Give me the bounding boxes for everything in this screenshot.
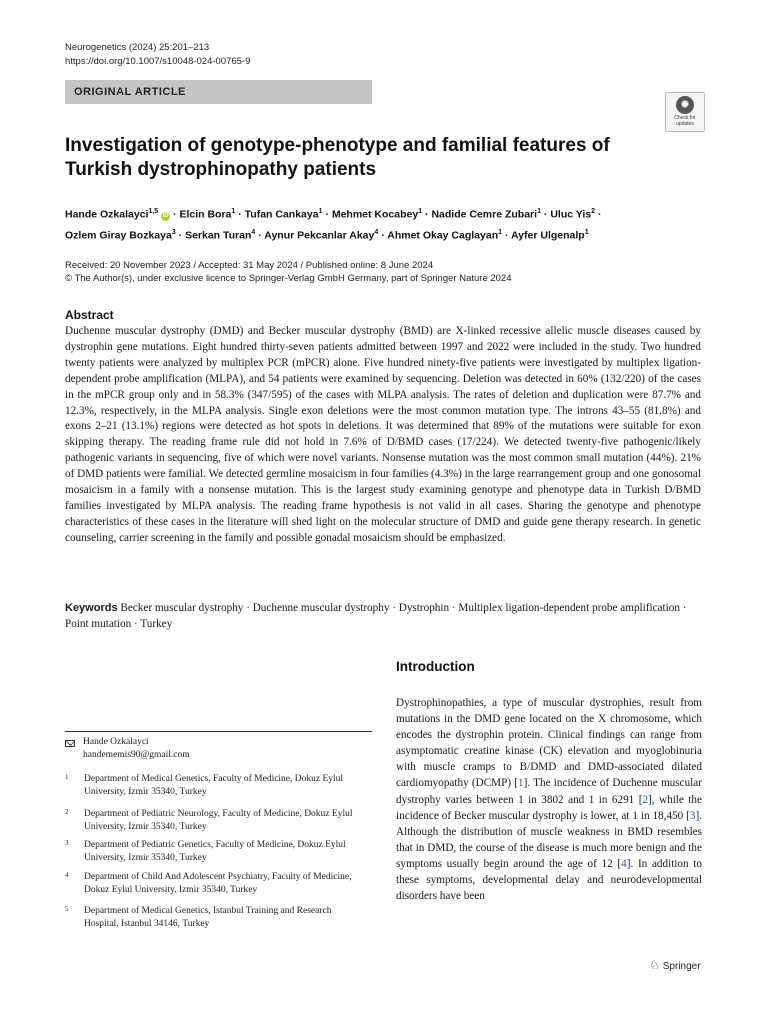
- affiliation-2: [65, 808, 365, 834]
- citation-link[interactable]: 1: [518, 777, 524, 790]
- author-affiliation-marker: 1,5: [148, 208, 159, 215]
- author-separator: ·: [378, 229, 388, 241]
- author-separator: ·: [255, 229, 265, 241]
- affiliation-3: [65, 839, 365, 865]
- author-affiliation-marker: 4: [251, 228, 256, 236]
- author-separator: ·: [170, 208, 180, 221]
- article-type-banner: ORIGINAL ARTICLE: [65, 80, 372, 104]
- author-name: Serkan Turan: [185, 229, 252, 241]
- author-separator: ·: [175, 229, 186, 241]
- badge-line-2: updates: [676, 120, 694, 127]
- author-name: Aynur Pekcanlar Akay: [264, 229, 375, 241]
- check-for-updates-icon: [676, 96, 694, 114]
- author-affiliation-marker: 1: [231, 208, 236, 215]
- affiliation-text: Department of Child And Adolescent Psychiatry, Faculty of Medicine, Dokuz Eylul University, Izmir 35340, Turkey: [84, 872, 352, 895]
- author-affiliation-marker: 1: [584, 228, 589, 236]
- affiliation-number: 4: [65, 871, 69, 879]
- check-for-updates-badge[interactable]: [665, 92, 705, 132]
- corresponding-author: Hande Ozkalayci: [83, 737, 149, 747]
- citation-link[interactable]: 3: [689, 809, 696, 822]
- journal-citation: Neurogenetics (2024) 25:201–213: [65, 42, 210, 53]
- author-name: Elcin Bora: [179, 208, 232, 221]
- author-name: Ozlem Giray Bozkaya: [65, 229, 172, 241]
- affiliation-number: 3: [65, 839, 69, 847]
- affiliation-number: 5: [65, 905, 69, 913]
- abstract-text: Duchenne muscular dystrophy (DMD) and Becker muscular dystrophy (BMD) are X-linked recessive allelic muscle diseases caused by dystrophin gene mutations. Eight hundred thirty-seven patients admitted between 1997 and 2022 were included in the study. Two hundred twenty patients were analyzed by multiplex PCR (mPCR) alone. Five hundred ninety-five patients were investigated by multiplex ligation-dependent probe amplification (MLPA), and 54 patients were examined by sequencing. Deletion was detected in 60% (132/220) of the cases in the mPCR group only and in 58.3% (347/595) of the cases with MLPA analysis. The rates of deletion and duplication were 87.7% and 12.3%, respectively, in the MLPA analysis. Single exon deletions were the most common mutation type. The introns 43–55 (81.8%) and exons 2–21 (13.1%) regions were detected as hot spots in deletions. It was determined that 89% of the mutations were suitable for exon skipping therapy. The reading frame rule did not hold in 7.6% of D/BMD cases (17/224). We detected twenty-five pathogenic/likely pathogenic variants in sequencing, five of which were novel variants. Nonsense mutation was the most common small mutation (44%). 21% of DMD patients were familial. We detected germline mosaicism in four families (4.3%) in the large rearrangement group and one gonosomal mosaicism in a family with a nonsense mutation. This is the largest study examining genotype and phenotype data in Turkish D/BMD families investigated by MLPA analysis. The reading frame hypothesis is not valid in all cases. Sharing the genotype and phenotype characteristics of these cases in the literature will shed light on the molecular structure of DMD and guide gene therapy research. In genetic counseling, carrier screening in the family and possible gonadal mosaicism should be emphasized.: [65, 325, 701, 544]
- affiliation-1: [65, 773, 365, 799]
- author-name: Uluc Yis: [550, 208, 592, 221]
- journal-meta: [65, 41, 250, 69]
- author-name: Ahmet Okay Caglayan: [387, 229, 499, 241]
- keywords-text: Becker muscular dystrophy · Duchenne muscular dystrophy · Dystrophin · Multiplex ligation-dependent probe amplification · Point mutation · Turkey: [65, 602, 687, 630]
- author-separator: ·: [235, 208, 245, 221]
- author-separator: ·: [540, 208, 551, 221]
- affiliation-text: Department of Pediatric Genetics, Faculty of Medicine, Dokuz Eylul University, Izmir 35340, Turkey: [84, 840, 346, 863]
- author-affiliation-marker: 1: [537, 208, 541, 215]
- author-name: Ayfer Ulgenalp: [510, 229, 585, 241]
- introduction-heading: Introduction: [396, 659, 475, 674]
- author-separator: ·: [422, 208, 432, 221]
- doi-link[interactable]: https://doi.org/10.1007/s10048-024-00765-9: [65, 56, 251, 67]
- affiliation-4: [65, 871, 365, 897]
- affiliation-text: Department of Medical Genetics, Faculty of Medicine, Dokuz Eylul University, Izmir 35340, Turkey: [84, 774, 344, 797]
- publisher-logo: [649, 958, 701, 972]
- badge-line-1: Check for: [674, 115, 696, 121]
- author-separator: ·: [595, 208, 602, 221]
- copyright-line: © The Author(s), under exclusive licence to Springer-Verlag GmbH Germany, part of Springer Nature 2024: [65, 273, 512, 284]
- author-affiliation-marker: 3: [171, 228, 176, 236]
- citation-link[interactable]: 4: [621, 857, 627, 870]
- affiliation-text: Department of Pediatric Neurology, Faculty of Medicine, Dokuz Eylul University, Izmir 35340, Turkey: [84, 809, 353, 832]
- author-name: Hande Ozkalayci: [65, 208, 149, 221]
- author-affiliation-marker: 1: [418, 208, 423, 215]
- author-name: Mehmet Kocabey: [331, 208, 419, 221]
- abstract-heading: Abstract: [65, 308, 114, 322]
- publisher-name: Springer: [662, 961, 701, 972]
- orcid-icon[interactable]: iD: [162, 212, 169, 219]
- history-dates: Received: 20 November 2023 / Accepted: 31 May 2024 / Published online: 8 June 2024: [65, 260, 434, 271]
- author-affiliation-marker: 4: [374, 228, 379, 236]
- springer-horse-icon: ♘: [649, 958, 660, 972]
- author-affiliation-marker: 1: [498, 228, 503, 236]
- affiliation-5: [65, 905, 365, 931]
- author-affiliation-marker: 1: [318, 208, 323, 215]
- author-affiliation-marker: 2: [591, 208, 596, 215]
- correspondence: [83, 736, 190, 762]
- keywords-label: Keywords: [65, 602, 118, 614]
- introduction-text: Dystrophinopathies, a type of muscular dystrophies, result from mutations in the DMD gene located on the X chromosome, which encodes the dystrophin protein. Clinical findings can range from asymptomatic creatine kinase (CK) elevation and myoglobinuria with muscle cramps to B/DMD and DMD-associated dilated cardiomyopathy (DCMP) [1]. The incidence of Duchenne muscular dystrophy varies between 1 in 3802 and 1 in 6291 [2], while the incidence of Becker muscular dystrophy is lower, at 1 in 18,450 [3]. Although the distribution of muscle weakness in BMD resembles that in DMD, the course of the disease is much more benign and the symptoms usually begin around the age of 12 [4]. In addition to these symptoms, developmental delay and neurodevelopmental disorders have been: [396, 697, 702, 903]
- author-separator: ·: [502, 229, 511, 241]
- mail-icon: [65, 740, 75, 747]
- affiliation-number: 1: [65, 773, 69, 781]
- author-name: Nadide Cemre Zubari: [431, 208, 538, 221]
- citation-link[interactable]: 2: [642, 793, 649, 806]
- author-list: [65, 203, 705, 244]
- keywords: [65, 600, 701, 632]
- affiliation-number: 2: [65, 808, 69, 816]
- footnote-rule: [65, 731, 372, 732]
- article-title: Investigation of genotype-phenotype and familial features of Turkish dystrophinopathy patients: [65, 135, 610, 180]
- article-dates: [65, 259, 512, 285]
- author-name: Tufan Cankaya: [244, 208, 319, 221]
- corresponding-email[interactable]: handememis90@gmail.com: [83, 750, 190, 760]
- affiliation-text: Department of Medical Genetics, Istanbul Training and Research Hospital, Istanbul 34146, Turkey: [84, 906, 332, 929]
- author-separator: ·: [322, 208, 332, 221]
